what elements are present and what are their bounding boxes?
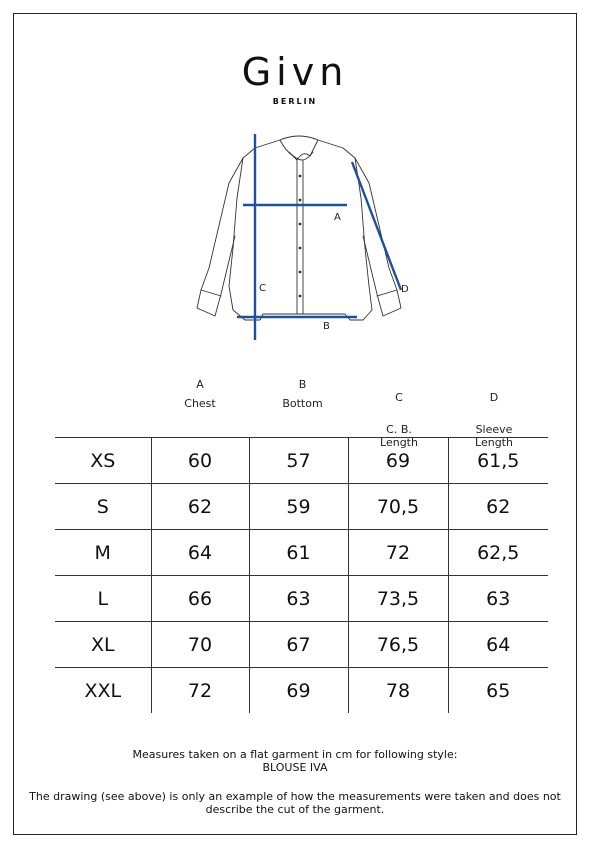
- table-row: [55, 438, 548, 484]
- table-cell: 72: [151, 668, 249, 714]
- table-cell: 61,5: [448, 438, 548, 484]
- label-d: D: [401, 284, 409, 295]
- column-header-chest: A Chest: [184, 378, 216, 410]
- table-cell: 62: [448, 484, 548, 530]
- table-row: [55, 530, 548, 576]
- table-cell: 67: [249, 622, 348, 668]
- size-label: L: [55, 576, 151, 622]
- size-label: M: [55, 530, 151, 576]
- table-cell: 64: [448, 622, 548, 668]
- measurement-note: Measures taken on a flat garment in cm for following style: BLOUSE IVA: [132, 748, 458, 774]
- table-cell: 62,5: [448, 530, 548, 576]
- table-cell: 70,5: [348, 484, 448, 530]
- table-cell: 72: [348, 530, 448, 576]
- table-cell: 69: [348, 438, 448, 484]
- table-cell: 70: [151, 622, 249, 668]
- table-cell: 64: [151, 530, 249, 576]
- column-header-cb-length: C C. B. Length: [380, 391, 418, 449]
- size-label: S: [55, 484, 151, 530]
- brand-logo: Givn: [241, 50, 349, 94]
- table-cell: 60: [151, 438, 249, 484]
- table-cell: 57: [249, 438, 348, 484]
- label-a: A: [334, 212, 341, 223]
- size-label: XL: [55, 622, 151, 668]
- table-cell: 62: [151, 484, 249, 530]
- column-header-sleeve-length: D Sleeve Length: [475, 391, 513, 449]
- shirt-measurement-diagram: [185, 128, 425, 348]
- table-cell: 63: [448, 576, 548, 622]
- table-row: [55, 576, 548, 622]
- table-cell: 73,5: [348, 576, 448, 622]
- table-row: [55, 668, 548, 714]
- label-b: B: [323, 321, 330, 332]
- column-header-bottom: B Bottom: [282, 378, 323, 410]
- label-c: C: [259, 283, 266, 294]
- table-cell: 63: [249, 576, 348, 622]
- table-row: [55, 622, 548, 668]
- table-cell: 61: [249, 530, 348, 576]
- size-label: XS: [55, 438, 151, 484]
- table-cell: 78: [348, 668, 448, 714]
- brand-city: BERLIN: [272, 97, 318, 106]
- size-table: [55, 437, 548, 713]
- table-cell: 59: [249, 484, 348, 530]
- table-cell: 76,5: [348, 622, 448, 668]
- size-label: XXL: [84, 679, 122, 702]
- table-cell: 66: [151, 576, 249, 622]
- table-cell: 69: [249, 668, 348, 714]
- table-row: [55, 484, 548, 530]
- disclaimer-note: The drawing (see above) is only an example of how the measurements were taken and does not describe the cut of the garment.: [29, 790, 561, 816]
- table-cell: 65: [448, 668, 548, 714]
